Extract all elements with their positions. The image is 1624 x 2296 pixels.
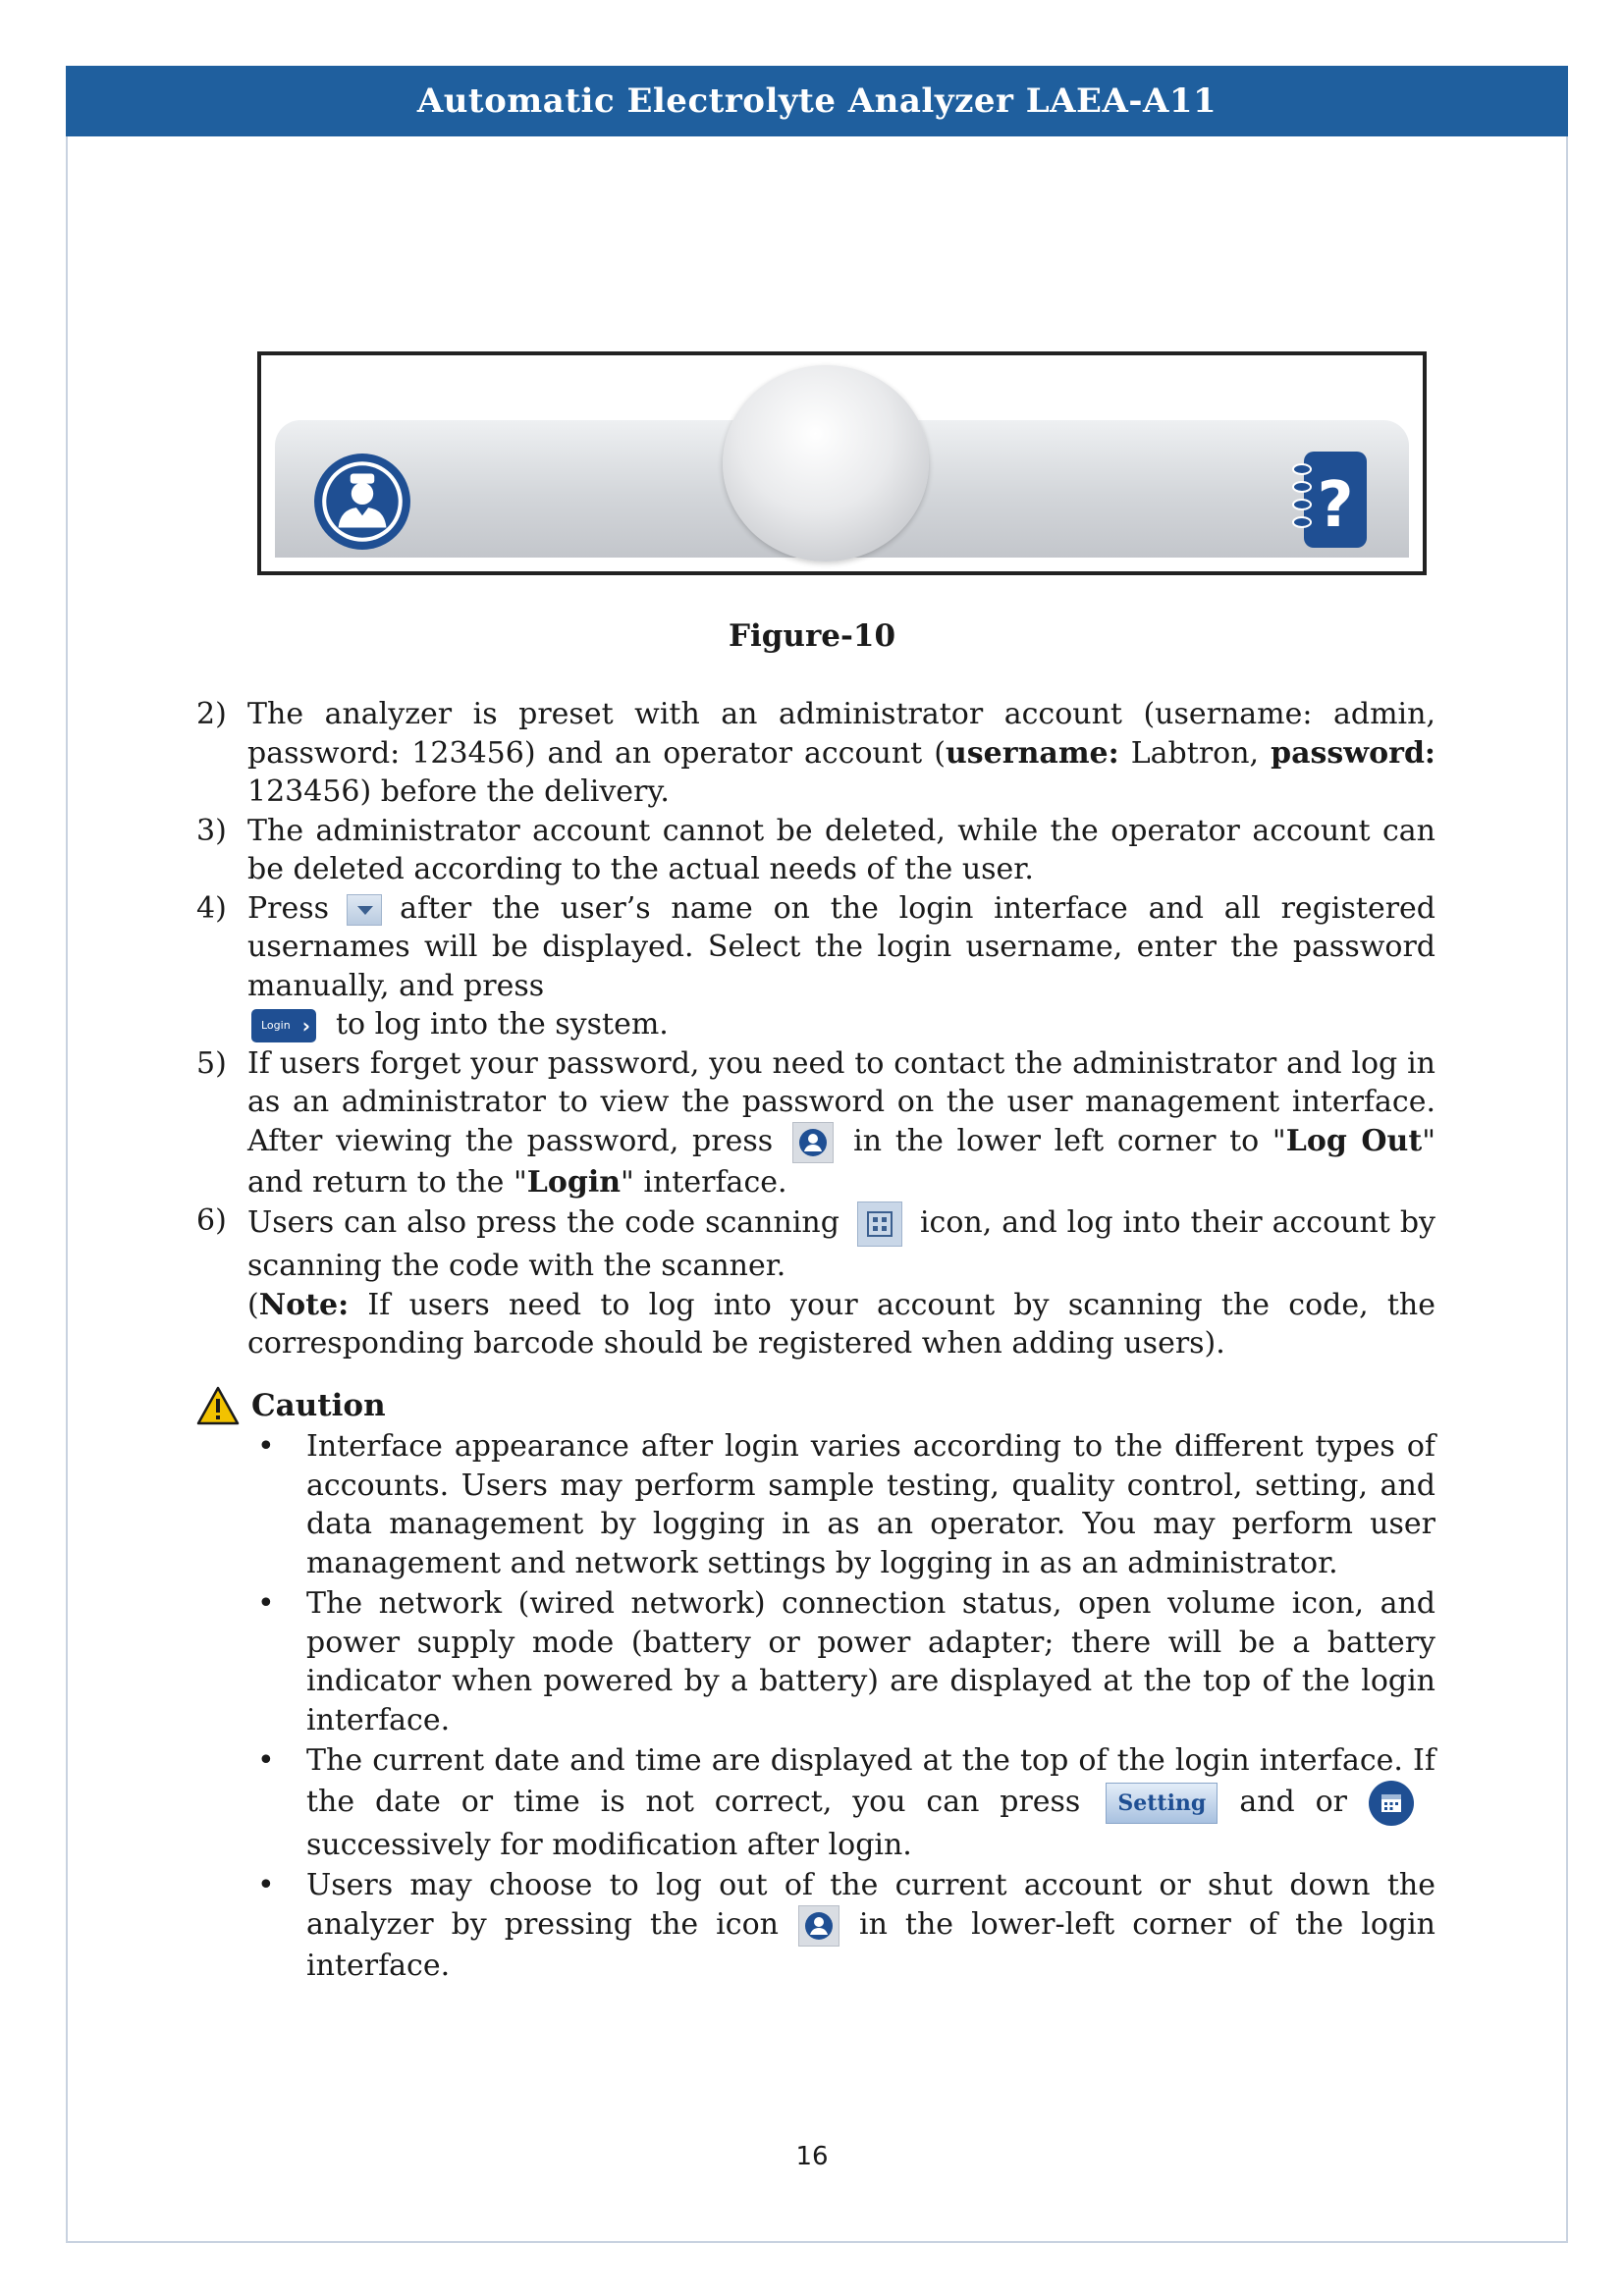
calendar-icon: [1369, 1781, 1414, 1826]
bullet-dot: •: [257, 1868, 275, 1902]
list-text: " and return to the ": [247, 1123, 1435, 1200]
caution-title: Caution: [251, 1388, 386, 1423]
list-number: 2): [196, 697, 227, 731]
bullet-text: Users may choose to log out of the current account or shut down the analyzer by pressing the icon: [306, 1868, 1435, 1942]
operator-user-icon: [312, 452, 412, 552]
list-item-2: [196, 695, 1435, 812]
list-text: The administrator account cannot be deleted, while the operator account can be deleted according to the actual needs of the user.: [247, 813, 1435, 886]
setting-button-icon: Setting: [1106, 1783, 1218, 1824]
login-button-icon: Login ›: [251, 1009, 316, 1042]
list-text: to log into the system.: [336, 1007, 669, 1041]
list-item-4: [196, 889, 1435, 1044]
bullet-dot: •: [257, 1429, 275, 1464]
caution-bullets: [196, 1427, 1435, 1985]
list-item: [196, 1866, 1435, 1985]
page-number: 16: [795, 2142, 829, 2171]
dropdown-arrow-icon: [347, 894, 382, 926]
login-button-label: Login: [261, 1019, 291, 1032]
bullet-text: and or: [1239, 1784, 1347, 1819]
help-manual-icon: [1292, 448, 1371, 552]
list-text: in the lower left corner to ": [853, 1123, 1286, 1158]
list-text: after the user’s name on the login interface and all registered usernames will be displayed. Select the login username, enter the password manually, and press: [247, 890, 1435, 1003]
bullet-text: The network (wired network) connection status, open volume icon, and power supply mode (battery or power adapter; there will be a battery indicator when powered by a battery) are displayed at the top of the login interface.: [306, 1586, 1435, 1737]
list-item-3: [196, 812, 1435, 889]
document-title: Automatic Electrolyte Analyzer LAEA-A11: [416, 81, 1218, 121]
numbered-list: [196, 695, 1435, 1363]
list-item: [196, 1741, 1435, 1864]
list-item-6: [196, 1201, 1435, 1286]
svg-text:?: ?: [1317, 469, 1354, 542]
list-item: [196, 1427, 1435, 1582]
list-text: Labtron,: [1118, 735, 1272, 771]
bullet-text: The current date and time are displayed at the top of the login interface. If the date or time is not correct, you can press: [306, 1743, 1435, 1819]
caution-section: [196, 1386, 1435, 1987]
list-text: Users can also press the code scanning: [247, 1205, 839, 1240]
list-text: The analyzer is preset with an administrator account (username: admin, password: 123456) and an operator account (: [247, 697, 1435, 771]
bold-term: password:: [1271, 735, 1435, 771]
warning-triangle-icon: [196, 1386, 240, 1425]
note-paragraph: (Note: If users need to log into your account by scanning the code, the corresponding barcode should be registered when adding users).: [247, 1287, 1435, 1361]
list-text: " interface.: [621, 1164, 787, 1200]
list-text: 123456) before the delivery.: [247, 774, 670, 809]
caution-heading: [196, 1386, 1435, 1425]
bold-term: username:: [945, 735, 1119, 771]
code-scan-icon: [857, 1201, 902, 1247]
figure-caption: Figure-10: [728, 618, 896, 654]
user-logout-icon: [798, 1905, 839, 1947]
list-number: 4): [196, 890, 227, 926]
list-item: [196, 1584, 1435, 1739]
bullet-dot: •: [257, 1743, 275, 1778]
bullet-text: successively for modification after login.: [306, 1827, 912, 1862]
list-number: 5): [196, 1045, 227, 1081]
bold-term: Login: [526, 1164, 622, 1200]
bullet-text: Interface appearance after login varies according to the different types of accounts. Users may perform sample testing, quality control, setting, and data management by logging in as an operator. You may perform user management and network settings by logging in as an administrator.: [306, 1429, 1435, 1580]
bold-term: Log Out: [1285, 1123, 1423, 1158]
document-header: [66, 66, 1568, 136]
list-number: 6): [196, 1203, 227, 1238]
list-text: Press: [247, 890, 330, 926]
figure-center-dome: [723, 365, 929, 561]
figure-10-screenshot: [257, 351, 1427, 575]
bullet-text: in the lower-left corner of the login interface.: [306, 1906, 1436, 1983]
list-text: If users need to log into your account by scanning the code, the corresponding barcode should be registered when adding users).: [247, 1287, 1435, 1361]
bold-term: Note:: [258, 1287, 350, 1322]
bullet-dot: •: [257, 1586, 275, 1621]
user-logout-icon: [792, 1122, 834, 1163]
list-item-5: [196, 1044, 1435, 1202]
list-number: 3): [196, 813, 227, 848]
list-text: icon, and log into their account by scanning the code with the scanner.: [247, 1205, 1435, 1283]
list-text: If users forget your password, you need to contact the administrator and log in as an administrator to view the password on the user management interface. After viewing the password, press: [247, 1045, 1435, 1158]
